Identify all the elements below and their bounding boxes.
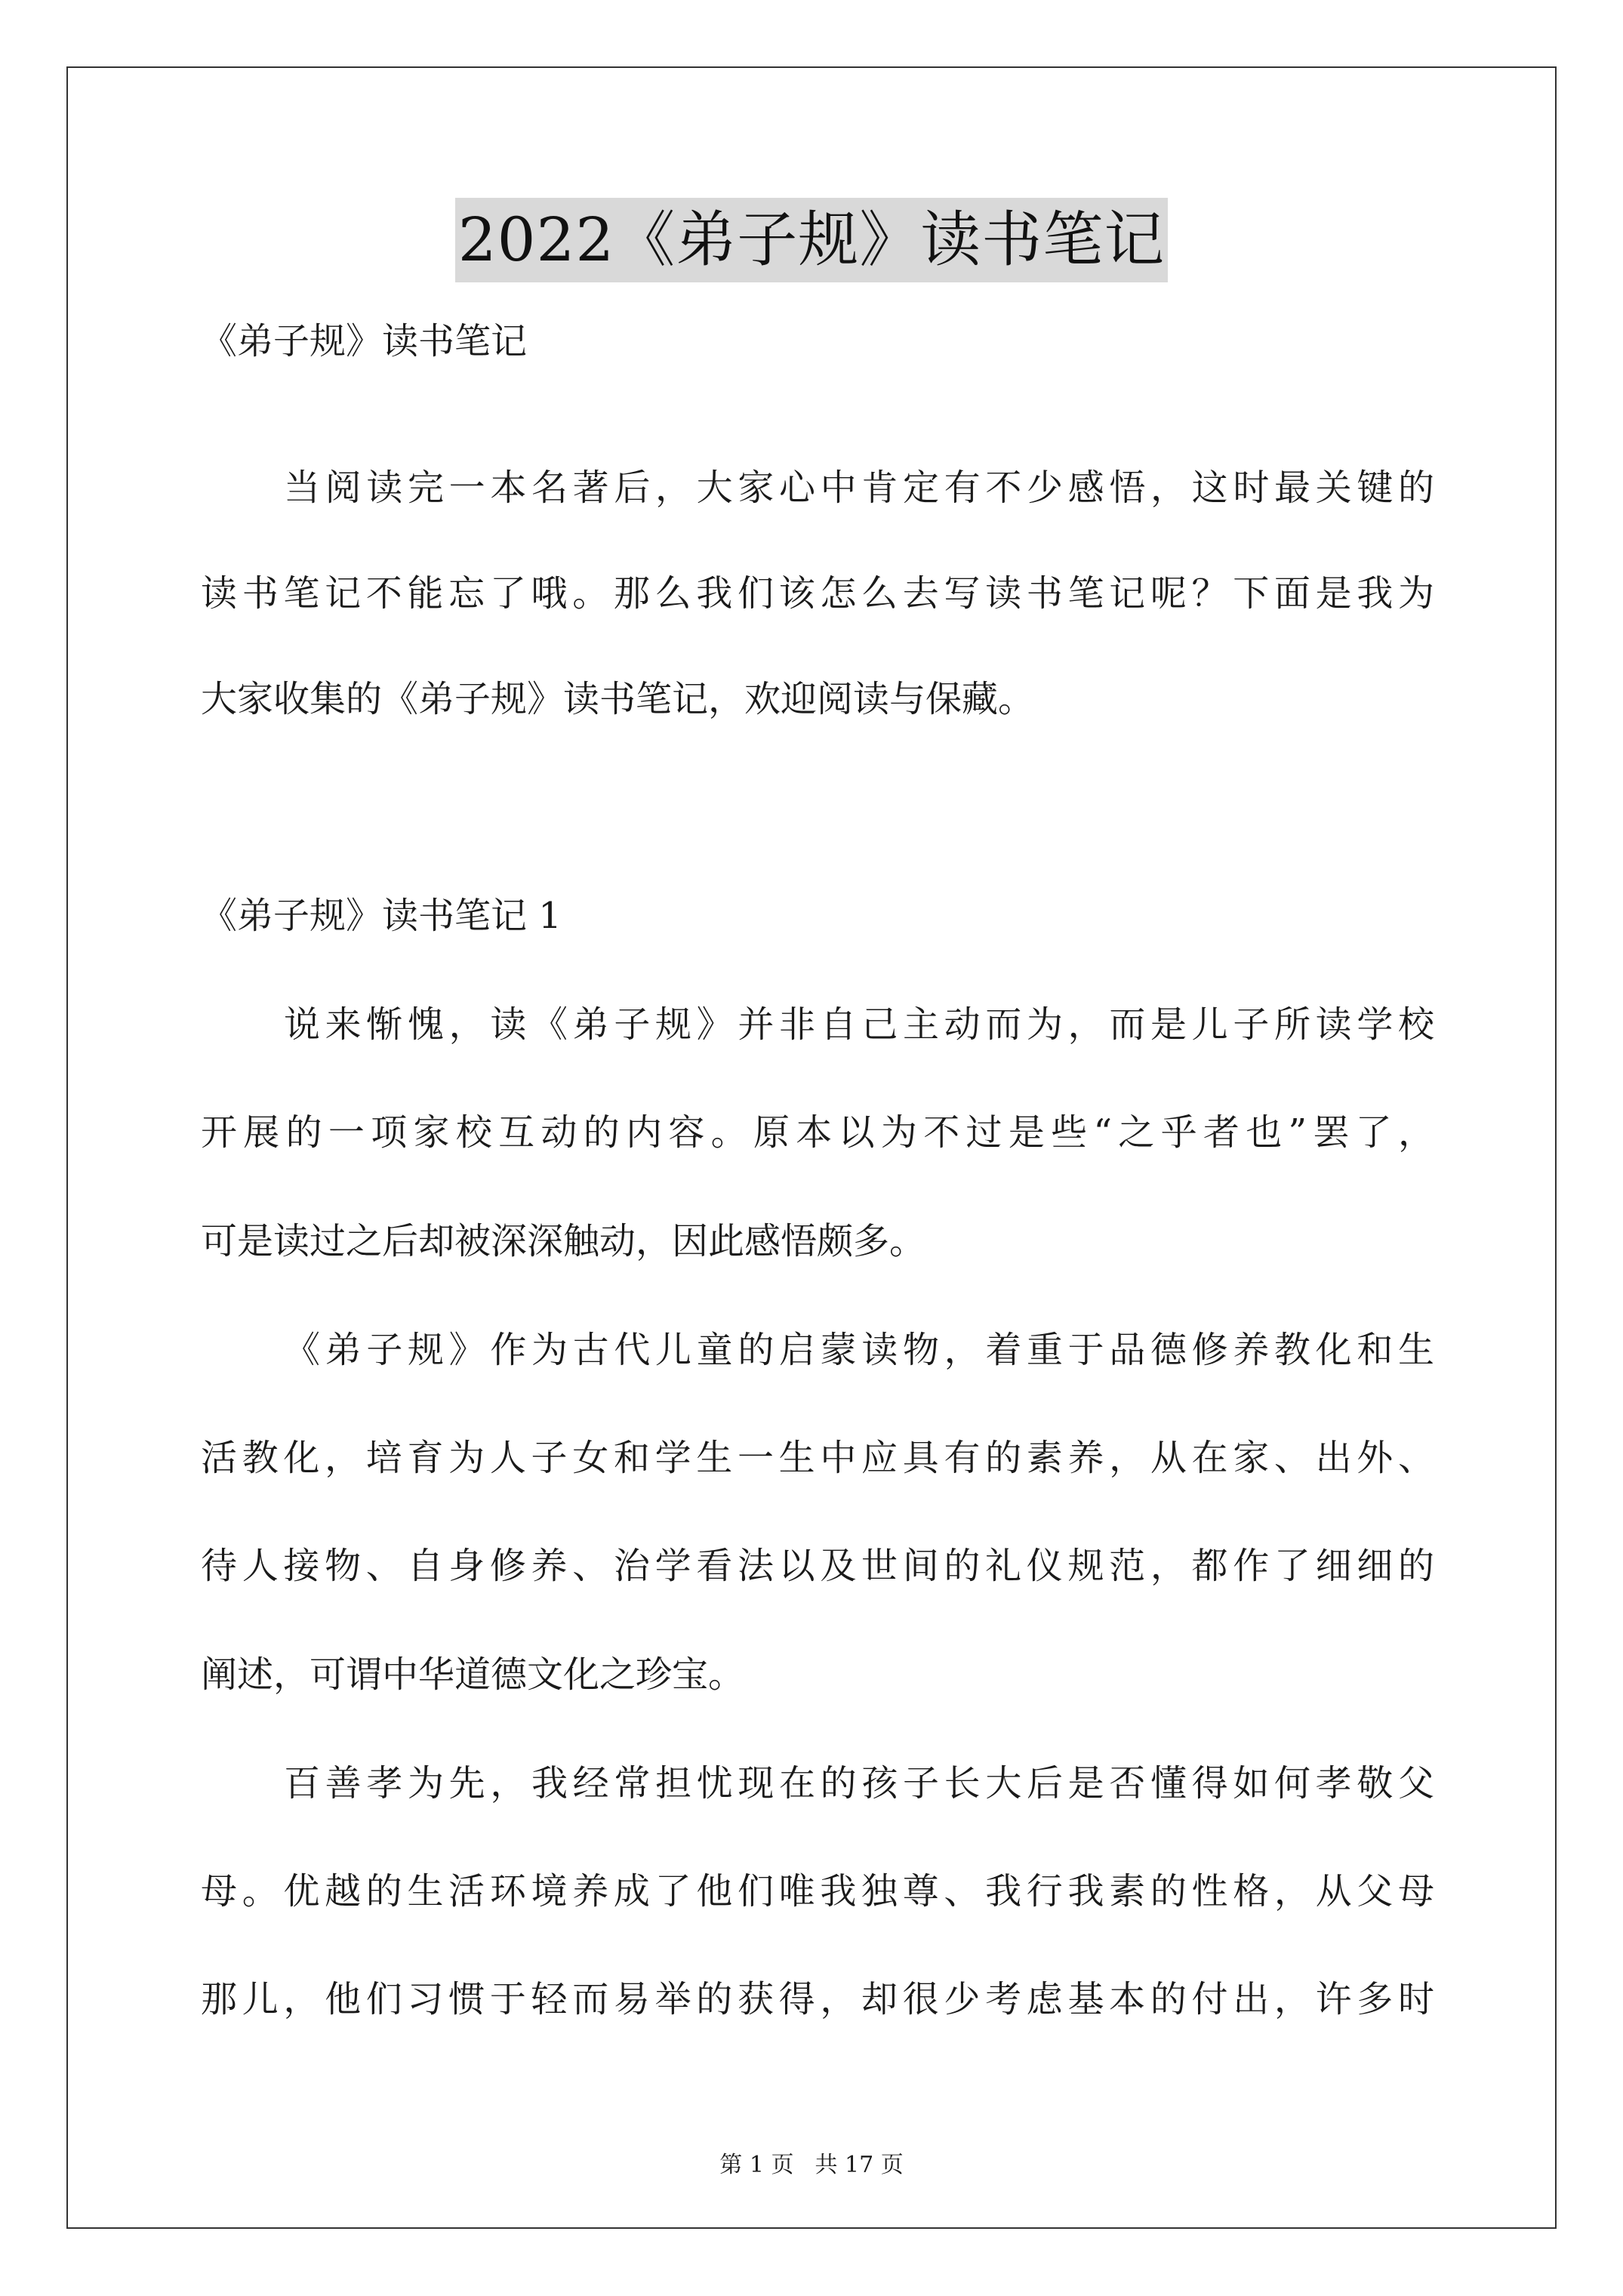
title-container <box>0 198 1623 282</box>
paragraph-line: 当阅读完一本名著后，大家心中肯定有不少感悟，这时最关键的 <box>284 467 1434 509</box>
page-number: 第 1 页 <box>719 2152 794 2178</box>
paragraph-line: 阐述，可谓中华道德文化之珍宝。 <box>201 1653 745 1696</box>
section-heading: 《弟子规》读书笔记 <box>201 320 528 362</box>
paragraph-line: 那儿，他们习惯于轻而易举的获得，却很少考虑基本的付出，许多时 <box>201 1978 1434 2020</box>
page-footer <box>0 2150 1623 2180</box>
paragraph-line: 大家收集的《弟子规》读书笔记，欢迎阅读与保藏。 <box>201 678 1035 720</box>
paragraph-line: 百善孝为先，我经常担忧现在的孩子长大后是否懂得如何孝敬父 <box>284 1762 1434 1804</box>
paragraph-line: 活教化，培育为人子女和学生一生中应具有的素养，从在家、出外、 <box>201 1437 1434 1479</box>
paragraph-line: 读书笔记不能忘了哦。那么我们该怎么去写读书笔记呢？下面是我为 <box>201 572 1434 615</box>
page-total: 共 17 页 <box>815 2152 904 2178</box>
paragraph-line: 《弟子规》作为古代儿童的启蒙读物，着重于品德修养教化和生 <box>284 1329 1434 1371</box>
paragraph-line: 可是读过之后却被深深触动，因此感悟颇多。 <box>201 1220 926 1262</box>
paragraph-line: 说来惭愧，读《弟子规》并非自己主动而为，而是儿子所读学校 <box>284 1003 1434 1046</box>
document-title: 2022《弟子规》读书笔记 <box>455 198 1169 282</box>
section-heading: 《弟子规》读书笔记 1 <box>201 895 562 937</box>
paragraph-line: 开展的一项家校互动的内容。原本以为不过是些“之乎者也”罢了， <box>201 1111 1434 1154</box>
paragraph-line: 待人接物、自身修养、治学看法以及世间的礼仪规范，都作了细细的 <box>201 1545 1434 1587</box>
paragraph-line: 母。优越的生活环境养成了他们唯我独尊、我行我素的性格，从父母 <box>201 1870 1434 1912</box>
